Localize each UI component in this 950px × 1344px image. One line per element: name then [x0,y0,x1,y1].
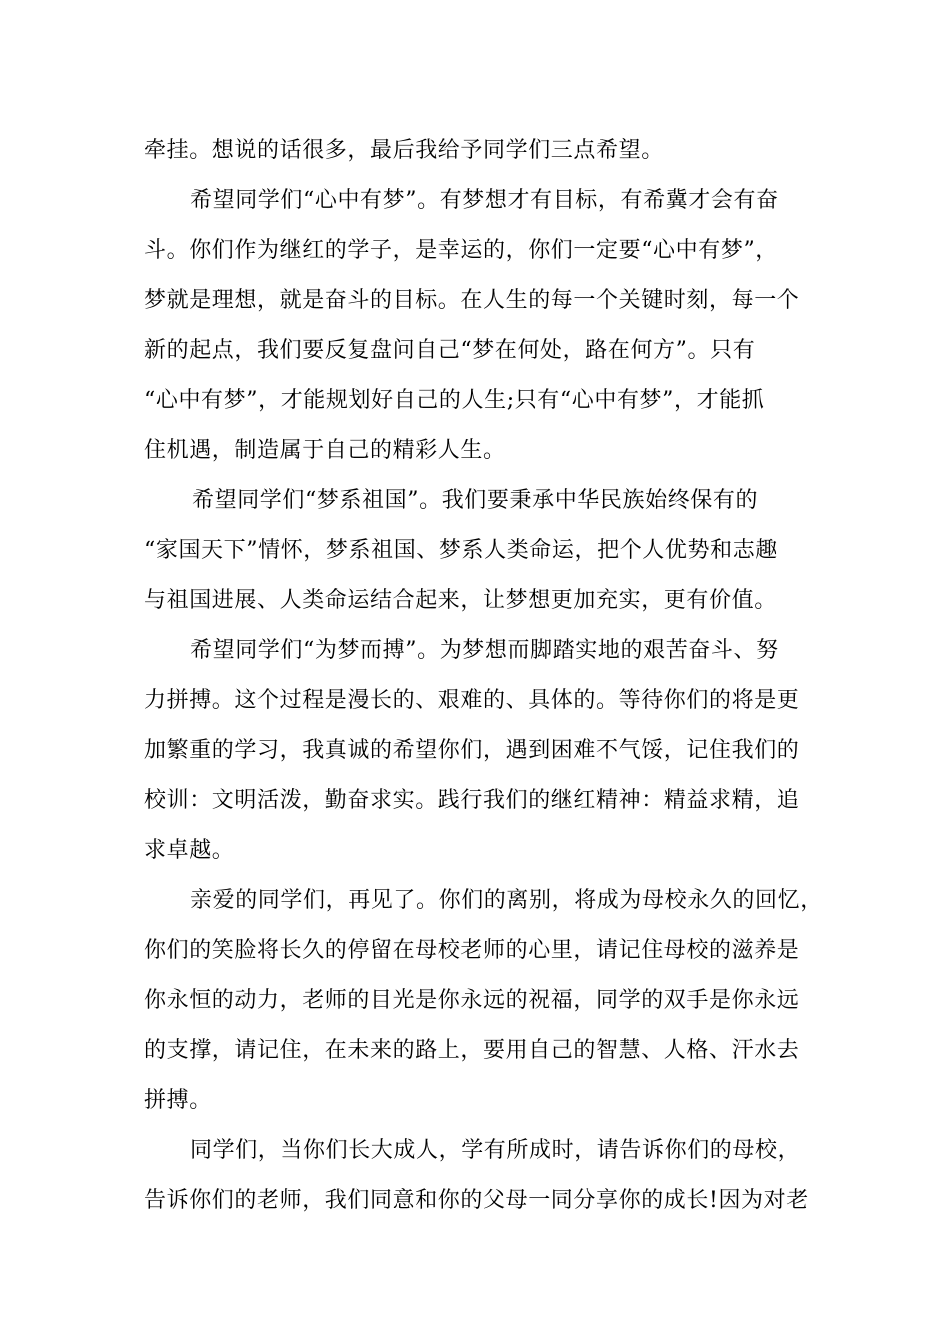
text-line-9: “家国天下”情怀，梦系祖国、梦系人类命运，把个人优势和志趣 [144,538,778,563]
text-line-1: 牵挂。想说的话很多，最后我给予同学们三点希望。 [144,138,664,163]
text-line-3: 斗。你们作为继红的学子，是幸运的，你们一定要“心中有梦”， [144,238,778,263]
text-line-18: 你永恒的动力，老师的目光是你永远的祝福，同学的双手是你永远 [144,988,800,1013]
text-line-8: 希望同学们“梦系祖国”。我们要秉承中华民族始终保有的 [192,488,759,513]
text-line-21: 同学们，当你们长大成人，学有所成时，请告诉你们的母校， [190,1138,801,1163]
text-line-17: 你们的笑脸将长久的停留在母校老师的心里，请记住母校的滋养是 [144,938,800,963]
text-line-5: 新的起点，我们要反复盘问自己“梦在何处，路在何方”。只有 [144,338,756,363]
text-line-12: 力拼搏。这个过程是漫长的、艰难的、具体的。等待你们的将是更 [144,688,800,713]
text-line-16: 亲爱的同学们，再见了。你们的离别，将成为母校永久的回忆， [190,888,823,913]
text-line-10: 与祖国进展、人类命运结合起来，让梦想更加充实，更有价值。 [144,588,777,613]
text-line-19: 的支撑，请记住，在未来的路上，要用自己的智慧、人格、汗水去 [144,1038,800,1063]
text-line-22: 告诉你们的老师，我们同意和你的父母一同分享你的成长!因为对老 [144,1188,809,1213]
text-line-11: 希望同学们“为梦而搏”。为梦想而脚踏实地的艰苦奋斗、努 [190,638,779,663]
text-line-15: 求卓越。 [144,838,235,863]
text-line-7: 住机遇，制造属于自己的精彩人生。 [144,438,506,463]
text-line-6: “心中有梦”，才能规划好自己的人生;只有“心中有梦”，才能抓 [144,388,765,413]
text-line-4: 梦就是理想，就是奋斗的目标。在人生的每一个关键时刻，每一个 [144,288,800,313]
text-line-13: 加繁重的学习，我真诚的希望你们，遇到困难不气馁，记住我们的 [144,738,800,763]
text-line-20: 拼搏。 [144,1088,212,1113]
text-line-14: 校训：文明活泼，勤奋求实。践行我们的继红精神：精益求精，追 [144,788,800,813]
text-line-2: 希望同学们“心中有梦”。有梦想才有目标，有希冀才会有奋 [190,188,779,213]
